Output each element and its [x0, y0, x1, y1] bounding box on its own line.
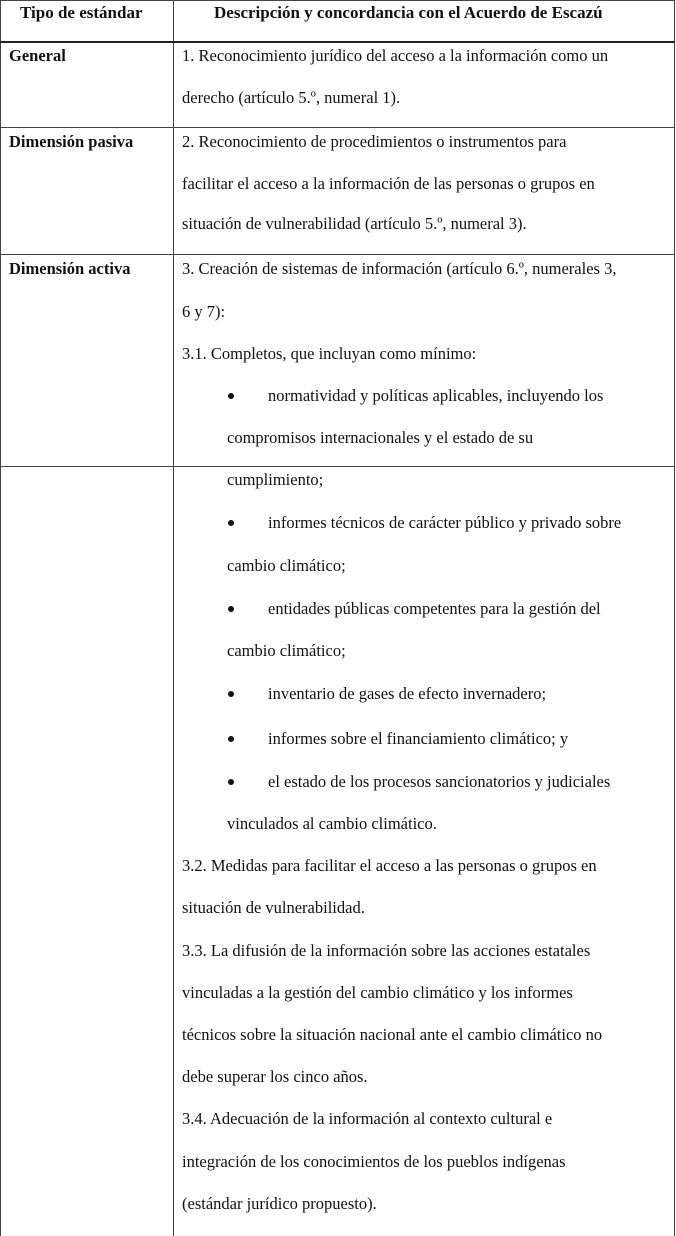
cont-bullet-5-line-1: informes sobre el financiamiento climático; y: [268, 729, 569, 748]
cont-line-3-2-b: situación de vulnerabilidad.: [182, 898, 365, 917]
table-border-top: [0, 0, 675, 1]
cont-bullet-4-line-1: inventario de gases de efecto invernadero;: [268, 684, 547, 703]
row-label-activa: Dimensión activa: [9, 259, 131, 278]
cont-line-1: cumplimiento;: [227, 470, 324, 489]
cont-bullet-6-line-1: el estado de los procesos sancionatorios y judiciales: [268, 772, 611, 791]
activa-line-1: 3. Creación de sistemas de información (artículo 6.º, numerales 3,: [182, 259, 617, 278]
cont-bullet-6-line-2: vinculados al cambio climático.: [227, 814, 437, 833]
activa-line-3: 3.1. Completos, que incluyan como mínimo:: [182, 344, 477, 363]
cont-line-3-4-b: integración de los conocimientos de los pueblos indígenas: [182, 1152, 566, 1171]
cont-bullet-3-line-1: entidades públicas competentes para la gestión del: [268, 599, 601, 618]
table-border-right: [674, 0, 675, 1236]
row-divider-activa: [0, 466, 675, 467]
row-label-pasiva: Dimensión pasiva: [9, 132, 134, 151]
cont-bullet-2-line-1: informes técnicos de carácter público y privado sobre: [268, 513, 622, 532]
activa-bullet-1-line-1: normatividad y políticas aplicables, incluyendo los: [268, 386, 604, 405]
row-divider-general: [0, 127, 675, 128]
cont-line-3-2-a: 3.2. Medidas para facilitar el acceso a las personas o grupos en: [182, 856, 597, 875]
pasiva-line-1: 2. Reconocimiento de procedimientos o instrumentos para: [182, 132, 567, 151]
row-label-general: General: [9, 46, 66, 65]
activa-line-2: 6 y 7):: [182, 302, 226, 321]
cont-line-3-3-d: debe superar los cinco años.: [182, 1067, 368, 1086]
cont-line-3-4-a: 3.4. Adecuación de la información al contexto cultural e: [182, 1109, 553, 1128]
activa-bullet-1-line-2: compromisos internacionales y el estado de su: [227, 428, 534, 447]
bullet-icon: [228, 779, 234, 785]
row-divider-pasiva: [0, 254, 675, 255]
header-col1: Tipo de estándar: [20, 3, 143, 22]
header-col2: Descripción y concordancia con el Acuerdo de Escazú: [214, 3, 603, 22]
bullet-icon: [228, 736, 234, 742]
general-line-2: derecho (artículo 5.º, numeral 1).: [182, 88, 401, 107]
cont-bullet-2-line-2: cambio climático;: [227, 556, 346, 575]
cont-line-3-4-c: (estándar jurídico propuesto).: [182, 1194, 377, 1213]
cont-bullet-3-line-2: cambio climático;: [227, 641, 346, 660]
table-border-left: [0, 0, 1, 1236]
cont-line-3-3-a: 3.3. La difusión de la información sobre las acciones estatales: [182, 941, 591, 960]
bullet-icon: [228, 520, 234, 526]
general-line-1: 1. Reconocimiento jurídico del acceso a la información como un: [182, 46, 609, 65]
bullet-icon: [228, 393, 234, 399]
pasiva-line-2: facilitar el acceso a la información de las personas o grupos en: [182, 174, 595, 193]
cont-line-3-3-b: vinculadas a la gestión del cambio climático y los informes: [182, 983, 573, 1002]
bullet-icon: [228, 606, 234, 612]
pasiva-line-3: situación de vulnerabilidad (artículo 5.º, numeral 3).: [182, 214, 527, 233]
cont-line-3-3-c: técnicos sobre la situación nacional ante el cambio climático no: [182, 1025, 603, 1044]
table-column-divider: [173, 0, 174, 1236]
header-divider: [0, 41, 675, 43]
bullet-icon: [228, 691, 234, 697]
